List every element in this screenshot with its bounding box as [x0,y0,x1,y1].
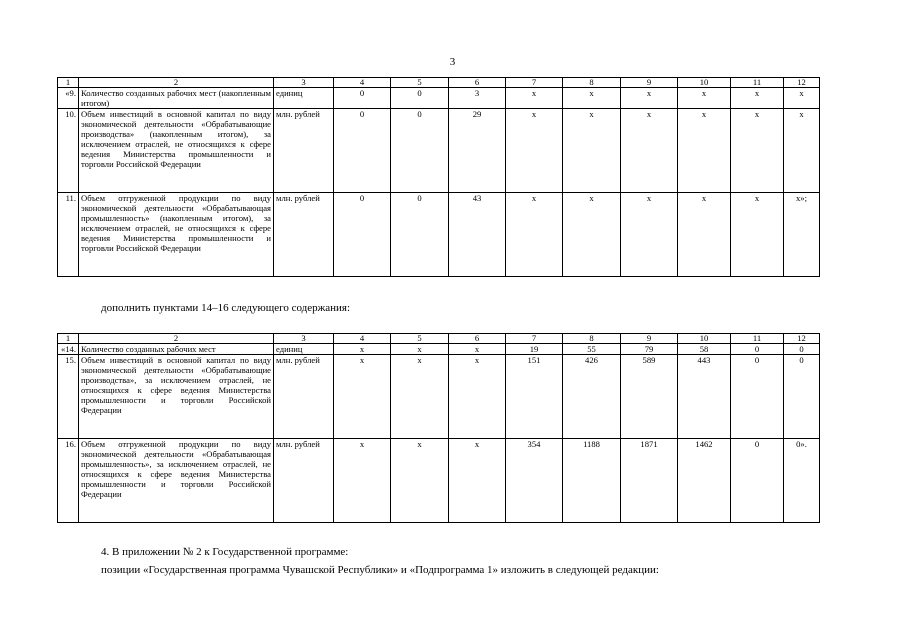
value-cell: 58 [678,344,731,355]
column-number: 6 [449,334,506,344]
unit-of-measure: млн. рублей [274,439,334,523]
section-heading: 4. В приложении № 2 к Государственной программе: [101,546,349,558]
column-number: 9 [621,78,678,88]
table-header-row [58,78,820,88]
value-cell: 55 [563,344,621,355]
value-cell: 0». [784,439,820,523]
value-cell: 0 [334,109,391,193]
column-number: 5 [391,78,449,88]
value-cell: х [563,88,621,109]
row-number: 10. [58,109,79,193]
column-number: 6 [449,78,506,88]
unit-of-measure: млн. рублей [274,355,334,439]
value-cell: 79 [621,344,678,355]
row-number: «9. [58,88,79,109]
column-number: 7 [506,78,563,88]
column-number: 1 [58,334,79,344]
column-number: 8 [563,78,621,88]
amendment-paragraph: дополнить пунктами 14–16 следующего содержания: [101,302,350,314]
value-cell: х [334,439,391,523]
value-cell: х [449,355,506,439]
table-row [58,439,820,523]
indicator-name: Количество созданных рабочих мест [79,344,274,355]
value-cell: х [334,355,391,439]
unit-of-measure: единиц [274,88,334,109]
column-number: 3 [274,78,334,88]
value-cell: 443 [678,355,731,439]
value-cell: х [731,193,784,277]
table-row [58,344,820,355]
column-number: 7 [506,334,563,344]
unit-of-measure: млн. рублей [274,193,334,277]
indicator-name: Объем отгруженной продукции по виду экономической деятельности «Обрабатывающая промышленность» (накопленным итогом), за исключением отраслей, не относящихся к сфере ведения Министерства промышленности и торговли Российской Федерации [79,193,274,277]
value-cell: х [678,193,731,277]
indicators-table-1 [57,77,820,277]
value-cell: 0 [391,109,449,193]
row-number: 11. [58,193,79,277]
column-number: 11 [731,334,784,344]
column-number: 2 [79,78,274,88]
column-number: 1 [58,78,79,88]
indicators-table-2 [57,333,820,523]
value-cell: 151 [506,355,563,439]
value-cell: х [391,355,449,439]
value-cell: х [449,439,506,523]
unit-of-measure: млн. рублей [274,109,334,193]
column-number: 12 [784,334,820,344]
column-number: 10 [678,78,731,88]
value-cell: х [506,88,563,109]
column-number: 10 [678,334,731,344]
indicator-name: Объем инвестиций в основной капитал по виду экономической деятельности «Обрабатывающие производства», за исключением отраслей, не относящихся к сфере ведения Министерства промышленности и торговли Российской Федерации [79,355,274,439]
table-header-row [58,334,820,344]
value-cell: 1462 [678,439,731,523]
table-row [58,193,820,277]
column-number: 11 [731,78,784,88]
column-number: 8 [563,334,621,344]
value-cell: 589 [621,355,678,439]
value-cell: х [391,344,449,355]
column-number: 9 [621,334,678,344]
value-cell: 3 [449,88,506,109]
value-cell: х [621,109,678,193]
value-cell: х [391,439,449,523]
value-cell: х [678,88,731,109]
row-number: 16. [58,439,79,523]
value-cell: 0 [391,88,449,109]
table-row [58,109,820,193]
value-cell: х [563,193,621,277]
value-cell: х [731,109,784,193]
table-row [58,88,820,109]
value-cell: х»; [784,193,820,277]
column-number: 12 [784,78,820,88]
value-cell: 0 [391,193,449,277]
value-cell: х [334,344,391,355]
value-cell: 0 [784,344,820,355]
indicator-name: Объем инвестиций в основной капитал по виду экономической деятельности «Обрабатывающие производства» (накопленным итогом), за исключением отраслей, не относящихся к сфере ведения Министерства промышленности и торговли Российской Федерации [79,109,274,193]
indicator-name: Количество созданных рабочих мест (накопленным итогом) [79,88,274,109]
value-cell: 1188 [563,439,621,523]
value-cell: х [449,344,506,355]
value-cell: 0 [784,355,820,439]
value-cell: х [731,88,784,109]
value-cell: 0 [731,355,784,439]
value-cell: х [506,193,563,277]
value-cell: 0 [731,439,784,523]
value-cell: 0 [334,88,391,109]
value-cell: 0 [334,193,391,277]
unit-of-measure: единиц [274,344,334,355]
column-number: 2 [79,334,274,344]
value-cell: 43 [449,193,506,277]
value-cell: х [563,109,621,193]
row-number: 15. [58,355,79,439]
row-number: «14. [58,344,79,355]
value-cell: х [784,109,820,193]
value-cell: 426 [563,355,621,439]
value-cell: 1871 [621,439,678,523]
column-number: 4 [334,78,391,88]
column-number: 4 [334,334,391,344]
page-number: 3 [449,56,456,68]
value-cell: 29 [449,109,506,193]
value-cell: х [506,109,563,193]
amendment-paragraph: позиции «Государственная программа Чувашской Республики» и «Подпрограмма 1» изложить в следующей редакции: [101,564,659,576]
value-cell: х [621,193,678,277]
value-cell: 354 [506,439,563,523]
value-cell: 0 [731,344,784,355]
column-number: 3 [274,334,334,344]
value-cell: х [784,88,820,109]
value-cell: 19 [506,344,563,355]
indicator-name: Объем отгруженной продукции по виду экономической деятельности «Обрабатывающая промышленность», за исключением отраслей, не относящихся к сфере ведения Министерства промышленности и торговли Российской Федерации [79,439,274,523]
value-cell: х [678,109,731,193]
column-number: 5 [391,334,449,344]
table-row [58,355,820,439]
value-cell: х [621,88,678,109]
